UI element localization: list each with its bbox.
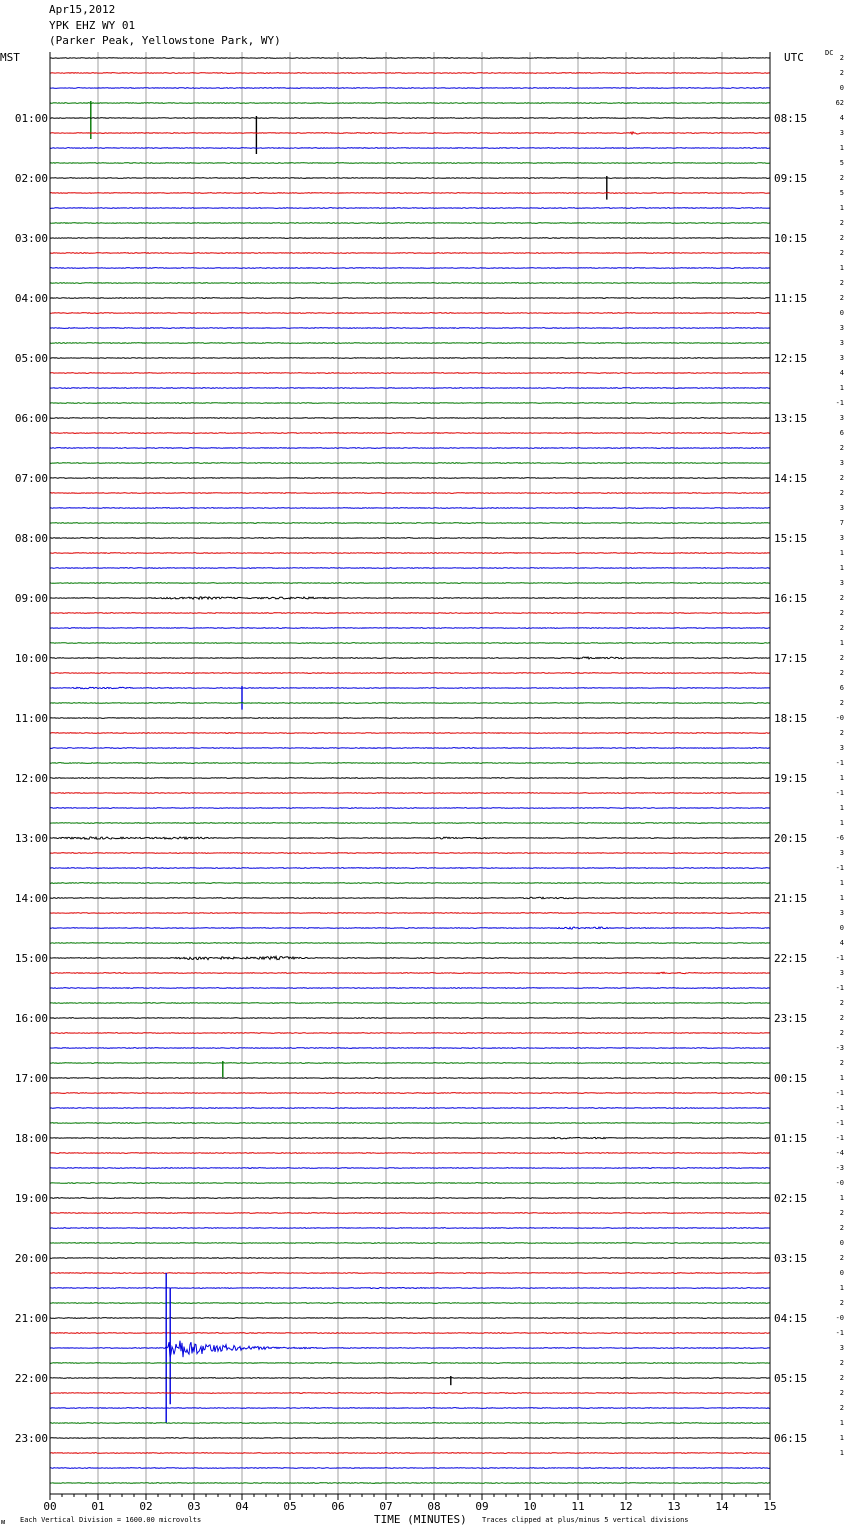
left-hour-label-1: 02:00 xyxy=(14,172,48,185)
dc-offset-45: 2 xyxy=(839,729,844,737)
dc-offset-22: 1 xyxy=(839,384,844,392)
clip-note: Traces clipped at plus/minus 5 vertical divisions xyxy=(482,1516,689,1524)
right-hour-label-8: 16:15 xyxy=(774,592,808,605)
trace-line-0 xyxy=(50,58,770,59)
trace-line-74 xyxy=(50,1168,770,1169)
right-hour-label-2: 10:15 xyxy=(774,232,808,245)
left-hour-label-11: 12:00 xyxy=(14,772,48,785)
left-hour-label-7: 08:00 xyxy=(14,532,48,545)
logo-mark: ᴍ xyxy=(1,1518,6,1526)
dc-offset-5: 3 xyxy=(839,129,844,137)
trace-line-42 xyxy=(50,687,770,689)
dc-offset-81: 0 xyxy=(839,1269,844,1277)
right-hour-label-21: 05:15 xyxy=(774,1372,808,1385)
dc-offset-47: -1 xyxy=(835,759,844,767)
dc-offset-6: 1 xyxy=(839,144,844,152)
trace-line-81 xyxy=(50,1273,770,1274)
right-hour-labels xyxy=(774,112,807,1445)
trace-line-89 xyxy=(50,1393,770,1394)
trace-line-75 xyxy=(50,1183,770,1184)
trace-line-38 xyxy=(50,628,770,629)
trace-line-22 xyxy=(50,388,770,389)
dc-offset-78: 2 xyxy=(839,1224,844,1232)
trace-line-51 xyxy=(50,823,770,824)
right-hour-label-18: 02:15 xyxy=(774,1192,808,1205)
trace-line-43 xyxy=(50,703,770,704)
dc-offset-38: 2 xyxy=(839,624,844,632)
trace-line-13 xyxy=(50,253,770,254)
trace-line-34 xyxy=(50,568,770,569)
x-tick-label-2: 02 xyxy=(139,1500,153,1513)
trace-line-12 xyxy=(50,238,770,239)
dc-offset-3: 62 xyxy=(835,99,844,107)
dc-offset-92: 1 xyxy=(839,1434,844,1442)
dc-offset-40: 2 xyxy=(839,654,844,662)
trace-line-32 xyxy=(50,538,770,539)
right-hour-label-11: 19:15 xyxy=(774,772,808,785)
dc-offset-72: -1 xyxy=(835,1134,844,1142)
trace-line-46 xyxy=(50,748,770,749)
trace-line-16 xyxy=(50,298,770,299)
left-hour-label-13: 14:00 xyxy=(14,892,48,905)
left-hour-label-15: 16:00 xyxy=(14,1012,48,1025)
dc-offset-71: -1 xyxy=(835,1119,844,1127)
left-hour-label-21: 22:00 xyxy=(14,1372,48,1385)
dc-offset-85: -1 xyxy=(835,1329,844,1337)
dc-offset-73: -4 xyxy=(835,1149,844,1157)
trace-line-41 xyxy=(50,673,770,674)
trace-line-24 xyxy=(50,418,770,419)
dc-offset-4: 4 xyxy=(839,114,844,122)
left-hour-labels xyxy=(15,112,48,1445)
left-hour-label-10: 11:00 xyxy=(14,712,48,725)
trace-line-94 xyxy=(50,1468,770,1469)
dc-offset-55: 1 xyxy=(839,879,844,887)
dc-offset-32: 3 xyxy=(839,534,844,542)
trace-line-92 xyxy=(50,1438,770,1439)
x-tick-label-6: 06 xyxy=(331,1500,345,1513)
trace-line-54 xyxy=(50,868,770,869)
dc-offset-26: 2 xyxy=(839,444,844,452)
dc-offset-63: 2 xyxy=(839,999,844,1007)
left-hour-label-14: 15:00 xyxy=(14,952,48,965)
x-axis-ticks xyxy=(43,1494,776,1513)
left-hour-label-22: 23:00 xyxy=(14,1432,48,1445)
right-hour-label-22: 06:15 xyxy=(774,1432,808,1445)
dc-offset-44: -0 xyxy=(835,714,844,722)
x-tick-label-3: 03 xyxy=(187,1500,201,1513)
trace-line-71 xyxy=(50,1123,770,1124)
trace-line-40 xyxy=(50,657,770,659)
right-hour-label-1: 09:15 xyxy=(774,172,808,185)
x-tick-label-8: 08 xyxy=(427,1500,441,1513)
x-tick-label-1: 01 xyxy=(91,1500,105,1513)
x-tick-label-14: 14 xyxy=(715,1500,729,1513)
trace-line-21 xyxy=(50,373,770,374)
trace-line-77 xyxy=(50,1213,770,1214)
dc-offset-82: 1 xyxy=(839,1284,844,1292)
dc-offset-33: 1 xyxy=(839,549,844,557)
trace-line-31 xyxy=(50,523,770,524)
trace-line-69 xyxy=(50,1093,770,1094)
right-hour-label-20: 04:15 xyxy=(774,1312,808,1325)
dc-offset-48: 1 xyxy=(839,774,844,782)
dc-offset-27: 3 xyxy=(839,459,844,467)
dc-offset-57: 3 xyxy=(839,909,844,917)
trace-line-60 xyxy=(50,956,770,959)
dc-offset-7: 5 xyxy=(839,159,844,167)
x-tick-label-5: 05 xyxy=(283,1500,297,1513)
station-location: (Parker Peak, Yellowstone Park, WY) xyxy=(49,34,281,47)
dc-offset-66: -3 xyxy=(835,1044,844,1052)
left-hour-label-6: 07:00 xyxy=(14,472,48,485)
left-hour-label-19: 20:00 xyxy=(14,1252,48,1265)
trace-line-52 xyxy=(50,837,770,839)
trace-line-78 xyxy=(50,1228,770,1229)
dc-offset-labels xyxy=(836,54,844,1457)
trace-line-11 xyxy=(50,223,770,224)
right-hour-label-9: 17:15 xyxy=(774,652,808,665)
dc-offset-69: -1 xyxy=(835,1089,844,1097)
trace-line-90 xyxy=(50,1408,770,1409)
dc-offset-87: 2 xyxy=(839,1359,844,1367)
dc-offset-15: 2 xyxy=(839,279,844,287)
x-tick-label-12: 12 xyxy=(619,1500,633,1513)
dc-offset-70: -1 xyxy=(835,1104,844,1112)
dc-offset-58: 0 xyxy=(839,924,844,932)
dc-offset-93: 1 xyxy=(839,1449,844,1457)
dc-offset-50: 1 xyxy=(839,804,844,812)
dc-offset-51: 1 xyxy=(839,819,844,827)
trace-line-59 xyxy=(50,943,770,944)
left-hour-label-9: 10:00 xyxy=(14,652,48,665)
trace-line-33 xyxy=(50,553,770,554)
dc-offset-75: -0 xyxy=(835,1179,844,1187)
dc-offset-header: DC xyxy=(825,49,834,57)
dc-offset-49: -1 xyxy=(835,789,844,797)
trace-line-37 xyxy=(50,613,770,614)
right-hour-label-16: 00:15 xyxy=(774,1072,808,1085)
trace-line-87 xyxy=(50,1363,770,1364)
trace-line-86 xyxy=(50,1341,770,1358)
dc-offset-29: 2 xyxy=(839,489,844,497)
trace-line-2 xyxy=(50,88,770,89)
dc-offset-88: 2 xyxy=(839,1374,844,1382)
right-hour-label-14: 22:15 xyxy=(774,952,808,965)
dc-offset-54: -1 xyxy=(835,864,844,872)
trace-line-8 xyxy=(50,178,770,179)
left-timezone-label: MST xyxy=(0,51,20,64)
left-hour-label-18: 19:00 xyxy=(14,1192,48,1205)
trace-line-3 xyxy=(50,103,770,104)
dc-offset-17: 0 xyxy=(839,309,844,317)
dc-offset-64: 2 xyxy=(839,1014,844,1022)
dc-offset-86: 3 xyxy=(839,1344,844,1352)
x-tick-label-9: 09 xyxy=(475,1500,489,1513)
dc-offset-56: 1 xyxy=(839,894,844,902)
dc-offset-79: 0 xyxy=(839,1239,844,1247)
dc-offset-23: -1 xyxy=(835,399,844,407)
trace-line-27 xyxy=(50,463,770,464)
dc-offset-42: 6 xyxy=(839,684,844,692)
left-hour-label-4: 05:00 xyxy=(14,352,48,365)
trace-line-65 xyxy=(50,1033,770,1034)
trace-line-17 xyxy=(50,313,770,314)
trace-line-83 xyxy=(50,1303,770,1304)
right-hour-label-15: 23:15 xyxy=(774,1012,808,1025)
right-hour-label-0: 08:15 xyxy=(774,112,808,125)
trace-line-95 xyxy=(50,1483,770,1484)
x-tick-label-10: 10 xyxy=(523,1500,537,1513)
dc-offset-46: 3 xyxy=(839,744,844,752)
trace-line-4 xyxy=(50,118,770,119)
dc-offset-61: 3 xyxy=(839,969,844,977)
dc-offset-13: 2 xyxy=(839,249,844,257)
x-axis-title: TIME (MINUTES) xyxy=(374,1513,467,1526)
trace-line-79 xyxy=(50,1243,770,1244)
trace-line-9 xyxy=(50,193,770,194)
trace-line-44 xyxy=(50,718,770,719)
trace-line-30 xyxy=(50,508,770,509)
dc-offset-8: 2 xyxy=(839,174,844,182)
right-hour-label-5: 13:15 xyxy=(774,412,808,425)
dc-offset-35: 3 xyxy=(839,579,844,587)
trace-line-25 xyxy=(50,433,770,434)
trace-line-68 xyxy=(50,1078,770,1079)
dc-offset-68: 1 xyxy=(839,1074,844,1082)
dc-offset-67: 2 xyxy=(839,1059,844,1067)
trace-line-6 xyxy=(50,148,770,149)
dc-offset-19: 3 xyxy=(839,339,844,347)
dc-offset-84: -0 xyxy=(835,1314,844,1322)
trace-line-72 xyxy=(50,1137,770,1138)
left-hour-label-17: 18:00 xyxy=(14,1132,48,1145)
trace-line-80 xyxy=(50,1258,770,1259)
station-code: YPK EHZ WY 01 xyxy=(49,19,136,32)
trace-line-91 xyxy=(50,1423,770,1424)
trace-line-66 xyxy=(50,1048,770,1049)
dc-offset-89: 2 xyxy=(839,1389,844,1397)
trace-line-26 xyxy=(50,448,770,449)
trace-line-47 xyxy=(50,763,770,764)
dc-offset-2: 0 xyxy=(839,84,844,92)
trace-line-82 xyxy=(50,1288,770,1289)
dc-offset-76: 1 xyxy=(839,1194,844,1202)
dc-offset-52: -6 xyxy=(835,834,844,842)
trace-line-18 xyxy=(50,328,770,329)
dc-offset-60: -1 xyxy=(835,954,844,962)
right-hour-label-19: 03:15 xyxy=(774,1252,808,1265)
x-tick-label-11: 11 xyxy=(571,1500,585,1513)
dc-offset-0: 2 xyxy=(839,54,844,62)
trace-line-5 xyxy=(50,132,770,134)
dc-offset-34: 1 xyxy=(839,564,844,572)
left-hour-label-12: 13:00 xyxy=(14,832,48,845)
trace-line-36 xyxy=(50,597,770,600)
dc-offset-24: 3 xyxy=(839,414,844,422)
dc-offset-90: 2 xyxy=(839,1404,844,1412)
left-hour-label-5: 06:00 xyxy=(14,412,48,425)
trace-line-85 xyxy=(50,1333,770,1334)
trace-line-67 xyxy=(50,1063,770,1064)
left-hour-label-20: 21:00 xyxy=(14,1312,48,1325)
trace-line-14 xyxy=(50,268,770,269)
dc-offset-14: 1 xyxy=(839,264,844,272)
dc-offset-53: 3 xyxy=(839,849,844,857)
left-hour-label-8: 09:00 xyxy=(14,592,48,605)
x-tick-label-4: 04 xyxy=(235,1500,249,1513)
trace-line-35 xyxy=(50,583,770,584)
dc-offset-91: 1 xyxy=(839,1419,844,1427)
dc-offset-37: 2 xyxy=(839,609,844,617)
trace-line-63 xyxy=(50,1003,770,1004)
right-hour-label-17: 01:15 xyxy=(774,1132,808,1145)
trace-line-39 xyxy=(50,643,770,644)
dc-offset-31: 7 xyxy=(839,519,844,527)
dc-offset-39: 1 xyxy=(839,639,844,647)
trace-line-23 xyxy=(50,403,770,404)
x-tick-label-0: 00 xyxy=(43,1500,57,1513)
x-tick-label-13: 13 xyxy=(667,1500,681,1513)
dc-offset-43: 2 xyxy=(839,699,844,707)
right-timezone-label: UTC xyxy=(784,51,804,64)
trace-line-19 xyxy=(50,343,770,344)
right-hour-label-3: 11:15 xyxy=(774,292,808,305)
trace-line-15 xyxy=(50,283,770,284)
trace-line-56 xyxy=(50,897,770,899)
right-hour-label-12: 20:15 xyxy=(774,832,808,845)
right-hour-label-6: 14:15 xyxy=(774,472,808,485)
trace-line-76 xyxy=(50,1198,770,1199)
dc-offset-11: 2 xyxy=(839,219,844,227)
right-hour-label-10: 18:15 xyxy=(774,712,808,725)
dc-offset-21: 4 xyxy=(839,369,844,377)
dc-offset-65: 2 xyxy=(839,1029,844,1037)
dc-offset-25: 6 xyxy=(839,429,844,437)
dc-offset-77: 2 xyxy=(839,1209,844,1217)
dc-offset-28: 2 xyxy=(839,474,844,482)
dc-offset-30: 3 xyxy=(839,504,844,512)
trace-line-93 xyxy=(50,1453,770,1454)
dc-offset-74: -3 xyxy=(835,1164,844,1172)
x-tick-label-7: 07 xyxy=(379,1500,393,1513)
trace-line-73 xyxy=(50,1153,770,1154)
right-hour-label-7: 15:15 xyxy=(774,532,808,545)
trace-line-1 xyxy=(50,73,770,74)
dc-offset-9: 5 xyxy=(839,189,844,197)
dc-offset-16: 2 xyxy=(839,294,844,302)
trace-line-62 xyxy=(50,988,770,989)
dc-offset-80: 2 xyxy=(839,1254,844,1262)
dc-offset-12: 2 xyxy=(839,234,844,242)
trace-line-48 xyxy=(50,778,770,779)
trace-line-7 xyxy=(50,163,770,164)
trace-line-49 xyxy=(50,793,770,794)
left-hour-label-3: 04:00 xyxy=(14,292,48,305)
trace-line-61 xyxy=(50,972,770,974)
trace-line-10 xyxy=(50,208,770,209)
trace-line-28 xyxy=(50,478,770,479)
trace-line-20 xyxy=(50,358,770,359)
trace-line-58 xyxy=(50,927,770,929)
x-tick-label-15: 15 xyxy=(763,1500,777,1513)
trace-line-64 xyxy=(50,1018,770,1019)
plot-date: Apr15,2012 xyxy=(49,3,116,16)
trace-line-84 xyxy=(50,1318,770,1319)
trace-line-45 xyxy=(50,733,770,734)
dc-offset-62: -1 xyxy=(835,984,844,992)
dc-offset-41: 2 xyxy=(839,669,844,677)
dc-offset-18: 3 xyxy=(839,324,844,332)
left-hour-label-0: 01:00 xyxy=(14,112,48,125)
trace-line-50 xyxy=(50,808,770,809)
right-hour-label-4: 12:15 xyxy=(774,352,808,365)
trace-line-53 xyxy=(50,853,770,854)
trace-line-88 xyxy=(50,1378,770,1379)
trace-line-29 xyxy=(50,493,770,494)
dc-offset-1: 2 xyxy=(839,69,844,77)
dc-offset-20: 3 xyxy=(839,354,844,362)
dc-offset-83: 2 xyxy=(839,1299,844,1307)
scale-note: Each Vertical Division = 1600.00 microvolts xyxy=(20,1516,202,1524)
dc-offset-36: 2 xyxy=(839,594,844,602)
left-hour-label-2: 03:00 xyxy=(14,232,48,245)
right-hour-label-13: 21:15 xyxy=(774,892,808,905)
left-hour-label-16: 17:00 xyxy=(14,1072,48,1085)
seismogram-traces xyxy=(50,58,770,1484)
trace-line-57 xyxy=(50,913,770,914)
dc-offset-10: 1 xyxy=(839,204,844,212)
trace-line-70 xyxy=(50,1108,770,1109)
trace-line-55 xyxy=(50,883,770,884)
dc-offset-59: 4 xyxy=(839,939,844,947)
